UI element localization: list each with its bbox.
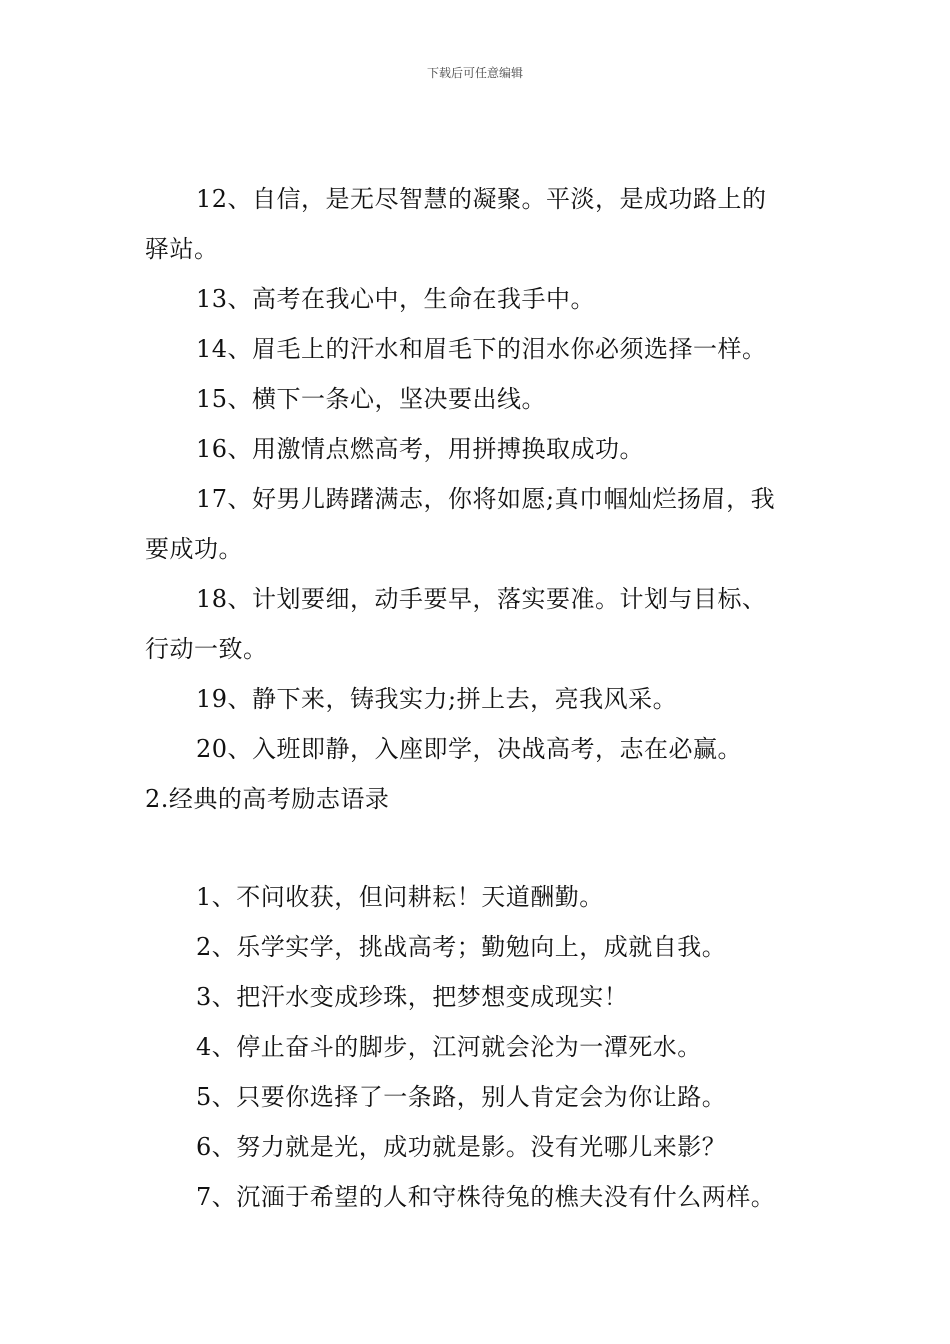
quote-14: 14、眉毛上的汗水和眉毛下的泪水你必须选择一样。 <box>196 335 767 363</box>
quote-13: 13、高考在我心中，生命在我手中。 <box>196 285 596 313</box>
quote-2-1: 1、不问收获，但问耕耘！天道酬勤。 <box>196 883 604 911</box>
quote-17-line1: 17、好男儿踌躇满志，你将如愿;真巾帼灿烂扬眉，我 <box>196 485 776 513</box>
quote-17-line2: 要成功。 <box>145 535 243 563</box>
quote-18-line2: 行动一致。 <box>145 635 268 663</box>
page-header: 下载后可任意编辑 <box>426 66 523 80</box>
quote-20: 20、入班即静，入座即学，决战高考，志在必赢。 <box>196 735 743 763</box>
quote-2-7: 7、沉湎于希望的人和守株待兔的樵夫没有什么两样。 <box>196 1183 776 1211</box>
quote-19: 19、静下来，铸我实力;拼上去，亮我风采。 <box>196 685 678 713</box>
quote-12-line1: 12、自信，是无尽智慧的凝聚。平淡，是成功路上的 <box>196 185 767 213</box>
quote-2-5: 5、只要你选择了一条路，别人肯定会为你让路。 <box>196 1083 727 1111</box>
quote-2-4: 4、停止奋斗的脚步，江河就会沦为一潭死水。 <box>196 1033 702 1061</box>
quote-15: 15、横下一条心，坚决要出线。 <box>196 385 547 413</box>
quote-2-6: 6、努力就是光，成功就是影。没有光哪儿来影？ <box>196 1133 727 1161</box>
quote-12-line2: 驿站。 <box>145 235 219 263</box>
quote-18-line1: 18、计划要细，动手要早，落实要准。计划与目标、 <box>196 585 767 613</box>
quote-16: 16、用激情点燃高考，用拼搏换取成功。 <box>196 435 645 463</box>
section-title: 2.经典的高考励志语录 <box>145 785 390 813</box>
quote-2-3: 3、把汗水变成珍珠，把梦想变成现实！ <box>196 983 629 1011</box>
quote-2-2: 2、乐学实学，挑战高考；勤勉向上，成就自我。 <box>196 933 727 961</box>
